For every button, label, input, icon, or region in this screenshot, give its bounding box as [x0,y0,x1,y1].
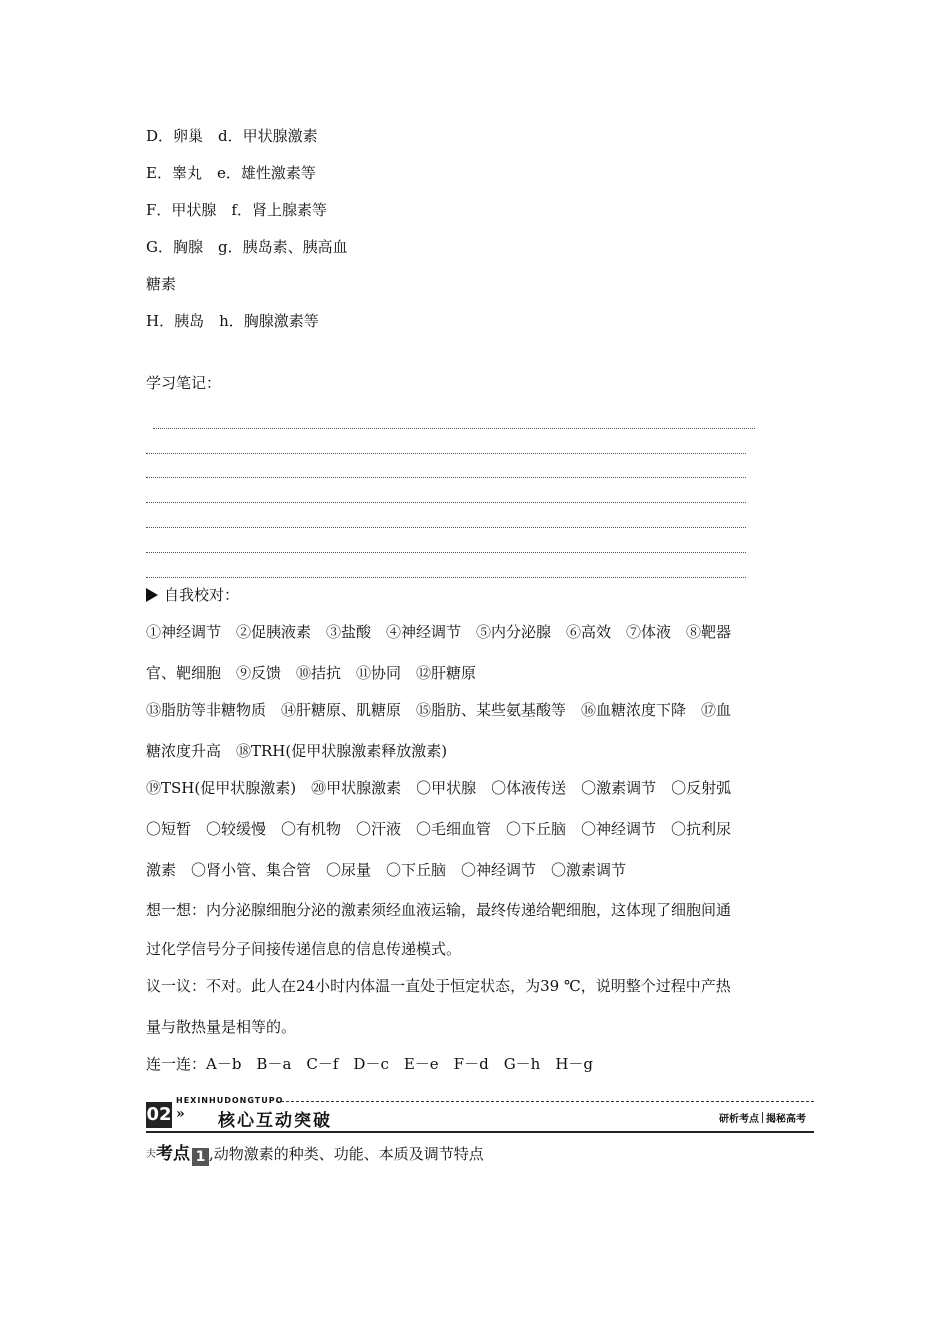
match-item: E．睾丸 e．雄性激素等 [146,164,316,182]
note-line [146,453,746,454]
double-arrow-icon: » [176,1106,185,1122]
banner-dashed-rule [276,1101,814,1102]
banner-tagline-b: 揭秘高考 [766,1114,806,1125]
kaodian-text: ,动物激素的种类、功能、本质及调节特点 [209,1145,484,1163]
note-line [146,527,746,528]
section-banner [146,1096,814,1134]
notes-label: 学习笔记： [146,374,222,392]
self-check-title: 自我校对： [164,586,240,604]
self-check-line: ⑲TSH(促甲状腺激素) ⑳甲状腺激素 〇甲状腺 〇体液传送 〇激素调节 〇反射弧 [146,779,732,797]
self-check-heading [146,585,239,605]
banner-number: 02 [146,1102,172,1128]
match-item: D．卵巢 d．甲状腺激素 [146,127,318,145]
answer-line: 过化学信号分子间接传递信息的信息传递模式。 [146,940,462,958]
self-check-line: ⑬脂肪等非糖物质 ⑭肝糖原、肌糖原 ⑮脂肪、某些氨基酸等 ⑯血糖浓度下降 ⑰血 [146,701,732,719]
note-line [146,477,746,478]
self-check-line: 激素 〇肾小管、集合管 〇尿量 〇下丘脑 〇神经调节 〇激素调节 [146,861,627,879]
note-line [146,552,746,553]
note-line [146,577,746,578]
answer-line: 想一想：内分泌腺细胞分泌的激素须经血液运输，最终传递给靶细胞，这体现了细胞间通 [146,901,732,919]
banner-tagline [719,1110,806,1125]
note-line [146,502,746,503]
triangle-marker-icon [146,588,158,602]
divider [762,1112,763,1123]
match-item: G．胸腺 g．胰岛素、胰高血 [146,238,348,256]
self-check-line: 〇短暂 〇较缓慢 〇有机物 〇汗液 〇毛细血管 〇下丘脑 〇神经调节 〇抗利尿 [146,820,732,838]
match-item: 糖素 [146,275,177,293]
answer-line: 议一议：不对。此人在24小时内体温一直处于恒定状态，为39 ℃，说明整个过程中产热 [146,977,731,995]
self-check-line: 糖浓度升高 ⑱TRH(促甲状腺激素释放激素) [146,742,448,760]
kaodian-heading [146,1142,484,1167]
answer-line: 连一连：A－b B－a C－f D－c E－e F－d G－h H－g [146,1055,594,1073]
banner-title: 核心互动突破 [218,1111,332,1131]
note-line [153,428,755,429]
banner-underline [146,1131,814,1133]
match-item: H．胰岛 h．胸腺激素等 [146,312,319,330]
answer-line: 量与散热量是相等的。 [146,1018,297,1036]
kaodian-number: 1 [192,1148,209,1166]
banner-tagline-a: 研析考点 [719,1114,759,1125]
match-item: F．甲状腺 f．肾上腺素等 [146,201,327,219]
self-check-line: ①神经调节 ②促胰液素 ③盐酸 ④神经调节 ⑤内分泌腺 ⑥高效 ⑦体液 ⑧靶器 [146,623,732,641]
kaodian-label: 考点 [156,1144,190,1164]
banner-pinyin: HEXINHUDONGTUPO [176,1096,284,1105]
kaodian-prefix: 夫 [146,1149,156,1160]
self-check-line: 官、靶细胞 ⑨反馈 ⑩拮抗 ⑪协同 ⑫肝糖原 [146,664,477,682]
